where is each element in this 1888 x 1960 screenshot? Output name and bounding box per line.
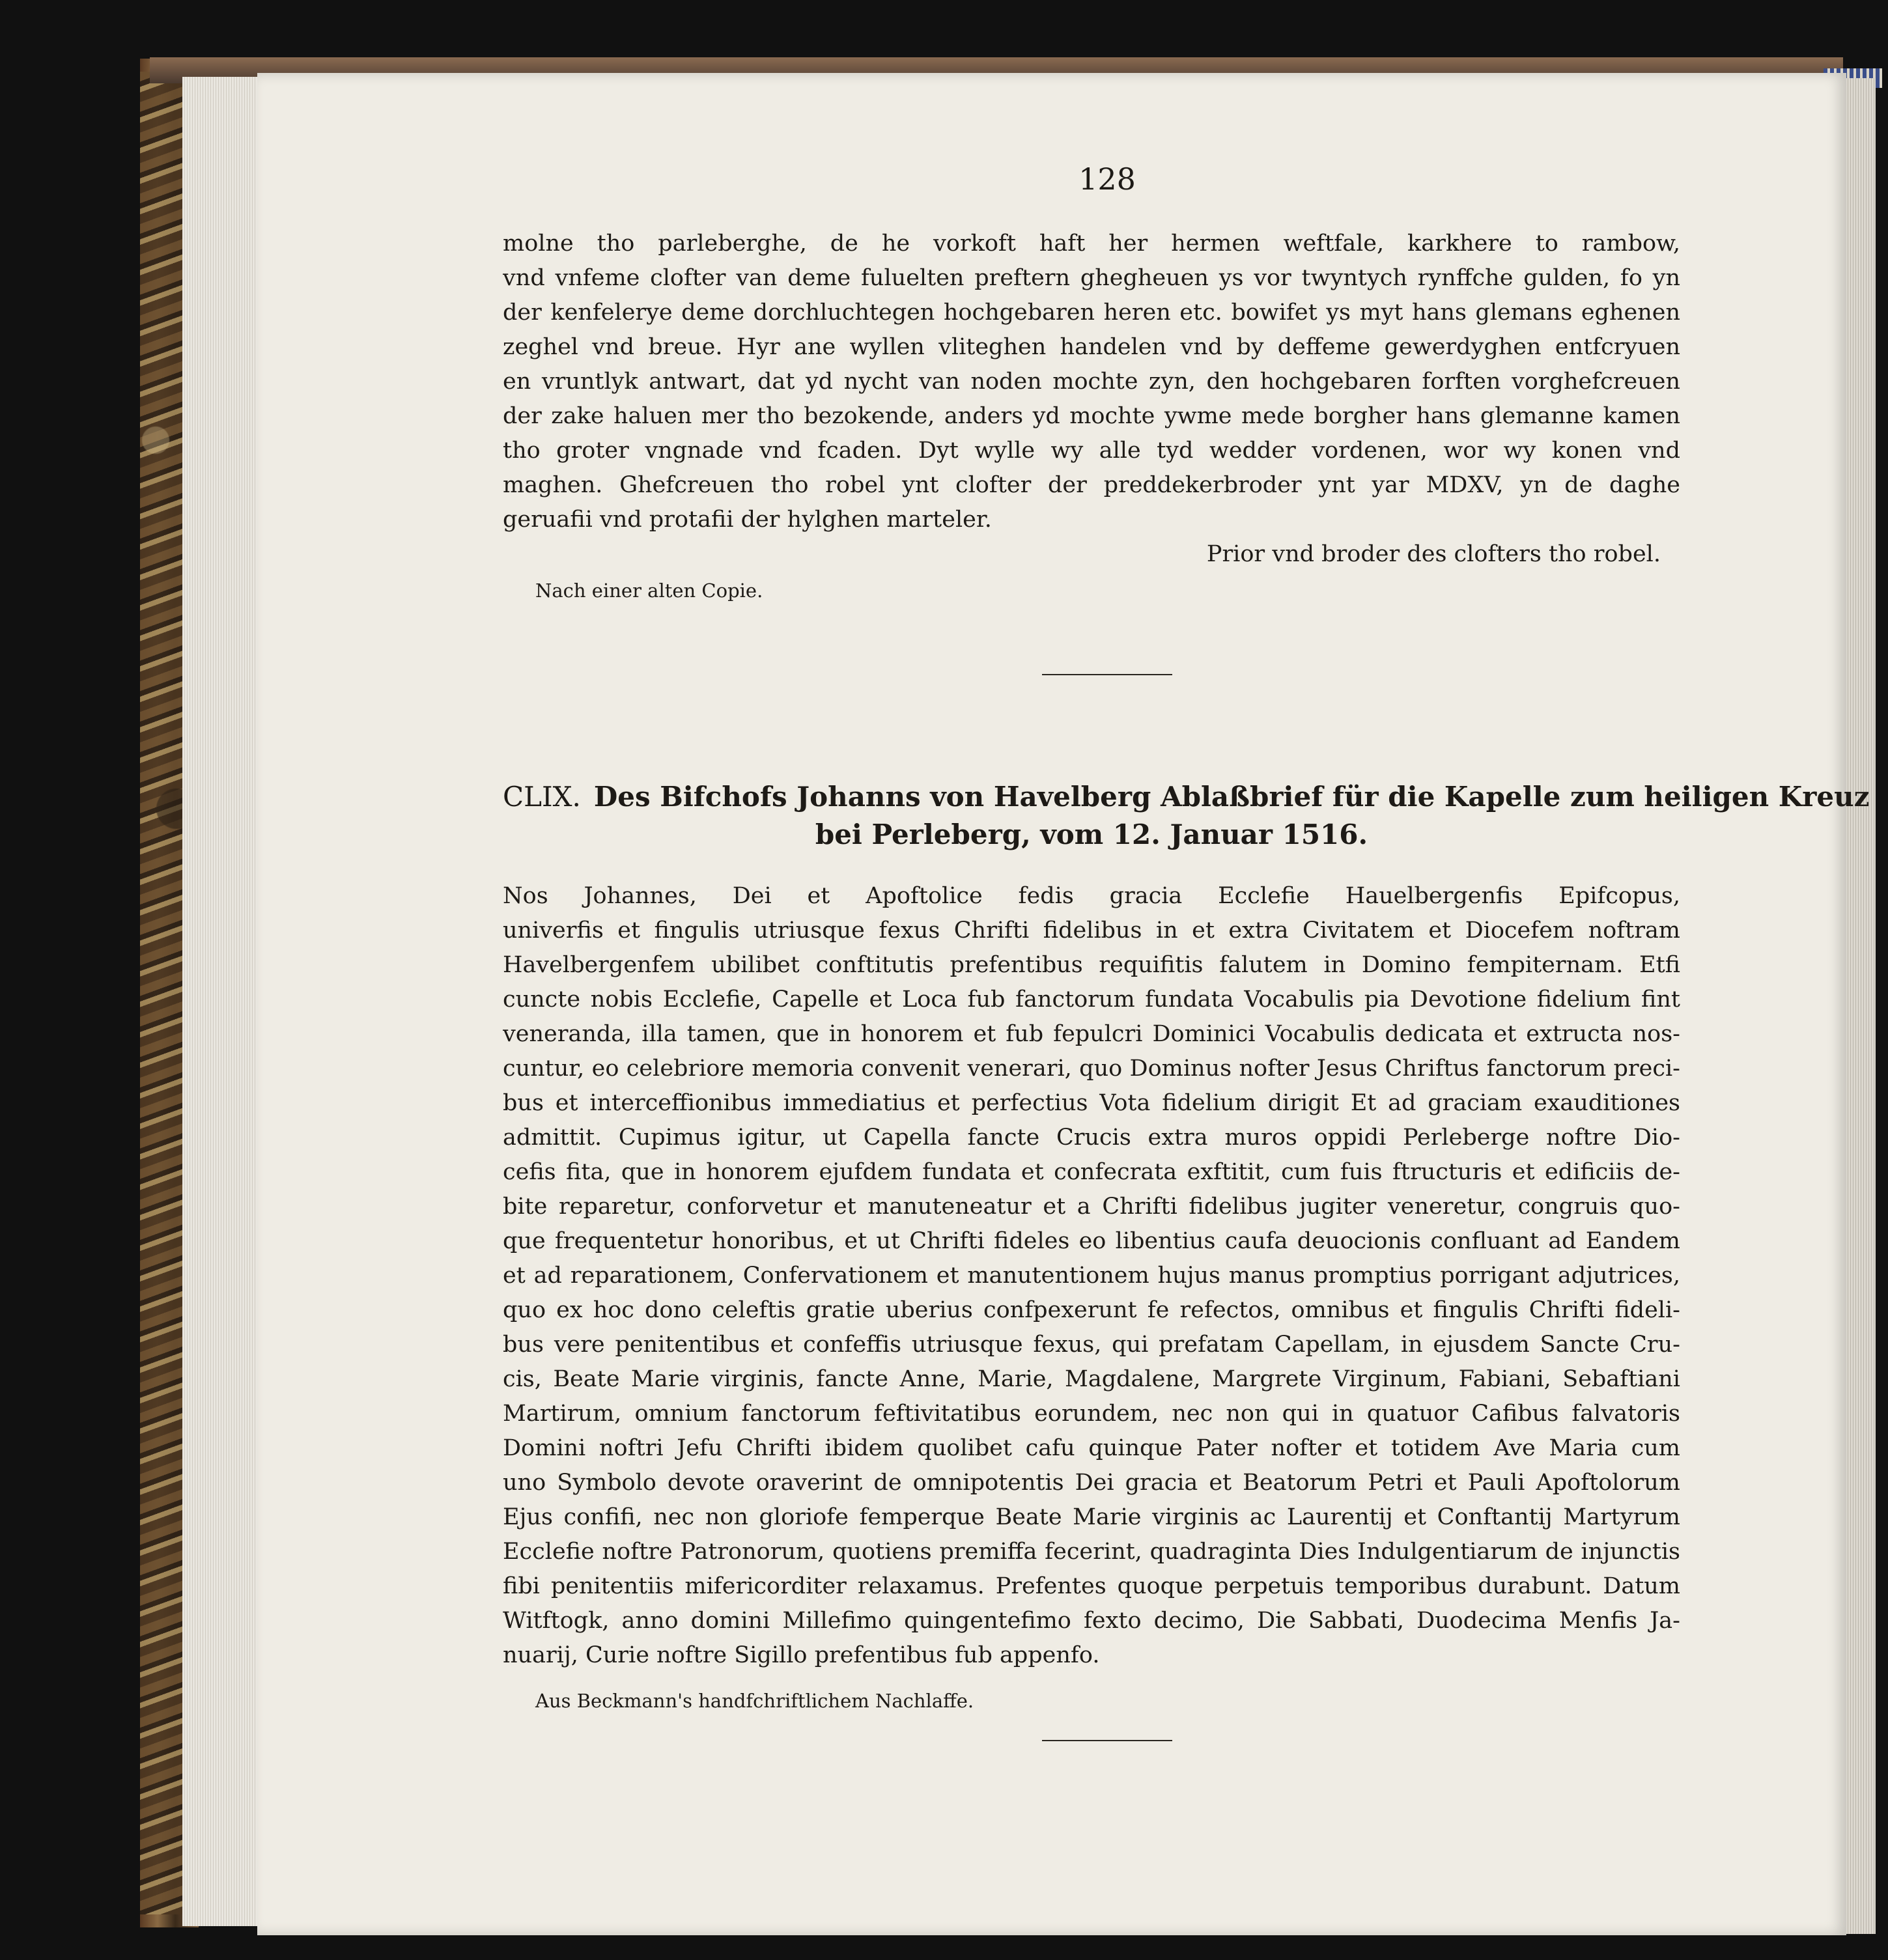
text-line: Domini noftri Jefu Chrifti ibidem quolibet cafu quinque Pater nofter et totidem Ave Maria cum <box>503 1435 1680 1461</box>
text-line: cuncte nobis Ecclefie, Capelle et Loca fub fanctorum fundata Vocabulis pia Devotione fidelium fint <box>503 987 1680 1013</box>
text-line: Havelbergenfem ubilibet conftitutis prefentibus requifitis falutem in Domino fempiternam. Etfi <box>503 952 1680 978</box>
text-line: Ejus confifi, nec non gloriofe femperque Beate Marie virginis ac Laurentij et Conftantij Martyrum <box>503 1504 1680 1530</box>
text-line: Nos Johannes, Dei et Apoftolice fedis gracia Ecclefie Hauelbergenfis Epifcopus, <box>503 883 1680 909</box>
section2-heading <box>503 778 1870 854</box>
text-line: bite reparetur, conforvetur et manuteneatur et a Chrifti fidelibus jugiter veneretur, congruis quo- <box>503 1194 1680 1220</box>
text-line: zeghel vnd breue. Hyr ane wyllen vliteghen handelen vnd by deffeme gewerdyghen entfcryuen <box>503 334 1680 360</box>
end-rule <box>1042 1740 1172 1741</box>
section1-body <box>503 227 1680 537</box>
text-line: der kenfelerye deme dorchluchtegen hochgebaren heren etc. bowifet ys myt hans glemans eghenen <box>503 300 1680 326</box>
text-line: veneranda, illa tamen, que in honorem et fub fepulcri Dominici Vocabulis dedicata et extructa nos- <box>503 1021 1680 1047</box>
section-number: CLIX. <box>503 781 581 813</box>
text-line: univerfis et fingulis utriusque fexus Chrifti fidelibus in et extra Civitatem et Diocefem noftram <box>503 917 1680 944</box>
page-number: 128 <box>1078 161 1136 197</box>
text-line: cuntur, eo celebriore memoria convenit venerari, quo Dominus nofter Jesus Chriftus fanctorum preci- <box>503 1056 1680 1082</box>
heading-title-1: Des Bifchofs Johanns von Havelberg Ablaßbrief für die Kapelle zum heiligen Kreuz <box>593 781 1870 813</box>
text-line: der zake haluen mer tho bezokende, anders yd mochte ywme mede borgher hans glemanne kamen <box>503 403 1680 429</box>
heading-line-2: bei Perleberg, vom 12. Januar 1516. <box>815 819 1368 850</box>
text-line: cis, Beate Marie virginis, fancte Anne, Marie, Magdalene, Margrete Virginum, Fabiani, Sebaftiani <box>503 1366 1680 1392</box>
text-line: Ecclefie noftre Patronorum, quotiens premiffa fecerint, quadraginta Dies Indulgentiarum de injunctis <box>503 1539 1680 1565</box>
section1-source-note: Nach einer alten Copie. <box>535 580 763 602</box>
text-line: maghen. Ghefcreuen tho robel ynt clofter der preddekerbroder ynt yar MDXV, yn de daghe <box>503 472 1680 498</box>
text-line: fibi penitentiis mifericorditer relaxamus. Prefentes quoque perpetuis temporibus durabunt. Datum <box>503 1573 1680 1599</box>
text-line: bus vere penitentibus et confeffis utriusque fexus, qui prefatam Capellam, in ejusdem Sancte Cru- <box>503 1332 1680 1358</box>
section1-signature <box>503 537 1680 572</box>
text-line: nuarij, Curie noftre Sigillo prefentibus fub appenfo. <box>503 1642 1100 1668</box>
text-line: tho groter vngnade vnd fcaden. Dyt wylle wy alle tyd wedder vordenen, wor wy konen vnd <box>503 438 1680 464</box>
text-line: Witftogk, anno domini Millefimo quingentefimo fexto decimo, Die Sabbati, Duodecima Menfis Ja- <box>503 1608 1680 1634</box>
text-line: Martirum, omnium fanctorum feftivitatibus eorundem, nec non qui in quatuor Cafibus falvatoris <box>503 1401 1680 1427</box>
signature-line: Prior vnd broder des clofters tho robel. <box>1206 541 1661 567</box>
text-line: molne tho parleberghe, de he vorkoft haft her hermen weftfale, karkhere to rambow, <box>503 231 1680 257</box>
text-line: que frequentetur honoribus, et ut Chrifti fideles eo libentius caufa deuocionis confluant ad Eandem <box>503 1228 1680 1254</box>
text-line: uno Symbolo devote oraverint de omnipotentis Dei gracia et Beatorum Petri et Pauli Apoftolorum <box>503 1470 1680 1496</box>
text-line: en vruntlyk antwart, dat yd nycht van noden mochte zyn, den hochgebaren forften vorghefcreuen <box>503 369 1680 395</box>
left-page-stack <box>182 77 267 1926</box>
text-line: cefis fita, que in honorem ejufdem fundata et confecrata exftitit, cum fuis ftructuris et edificiis de- <box>503 1159 1680 1185</box>
text-line: geruafii vnd protafii der hylghen marteler. <box>503 507 992 533</box>
section2-source-note: Aus Beckmann's handfchriftlichem Nachlaffe. <box>535 1690 974 1712</box>
text-line: quo ex hoc dono celeftis gratie uberius confpexerunt fe refectos, omnibus et fingulis Chrifti fideli- <box>503 1297 1680 1323</box>
text-line: admittit. Cupimus igitur, ut Capella fancte Crucis extra muros oppidi Perleberge noftre Dio- <box>503 1125 1680 1151</box>
text-line: vnd vnfeme clofter van deme fuluelten preftern ghegheuen ys vor twyntych rynffche gulden, fo yn <box>503 265 1680 291</box>
text-line: et ad reparationem, Confervationem et manutentionem hujus manus promptius porrigant adjutrices, <box>503 1263 1680 1289</box>
section2-body <box>503 879 1680 1673</box>
heading-line-1 <box>503 778 1870 816</box>
text-line: bus et interceffionibus immediatius et perfectius Vota fidelium dirigit Et ad graciam exauditiones <box>503 1090 1680 1116</box>
section-divider-rule <box>1042 674 1172 675</box>
